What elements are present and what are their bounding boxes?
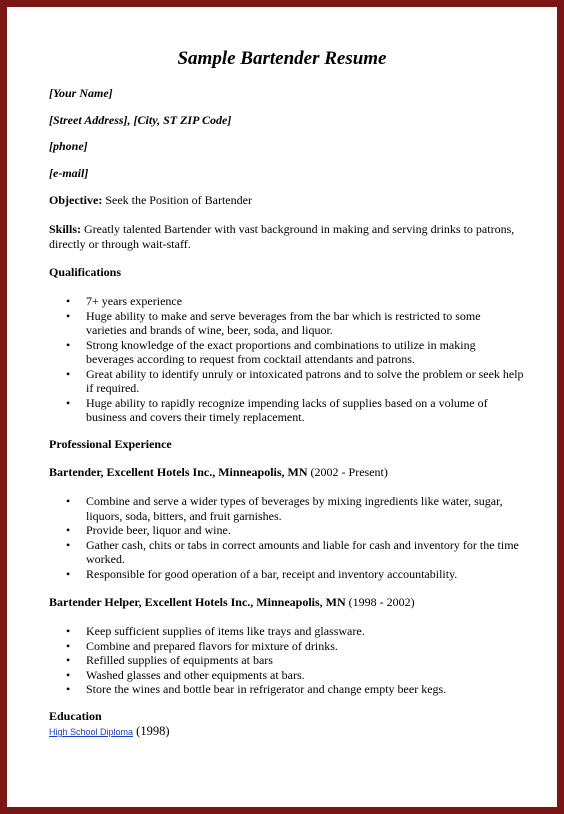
bullet-icon: • xyxy=(66,624,71,638)
bullet-icon: • xyxy=(66,667,71,682)
list-item: • Store the wines and bottle bear in refrigerator and change empty beer kegs. xyxy=(66,682,447,696)
contact-phone: [phone] xyxy=(49,139,88,153)
job-1-title: Bartender, Excellent Hotels Inc., Minneapolis, MN xyxy=(49,465,308,479)
list-item: • Combine and serve a wider types of beverages by mixing ingredients like water, sugar, liquors, soda, bitters, and fruit garnishes. xyxy=(66,494,503,523)
bullet-icon: • xyxy=(66,638,71,653)
job-2-dates: (1998 - 2002) xyxy=(345,595,415,609)
bullet-icon: • xyxy=(66,308,71,323)
list-item: • Responsible for good operation of a bar, receipt and inventory accountability. xyxy=(66,566,458,581)
education-entry xyxy=(49,724,170,740)
bullet-icon: • xyxy=(66,653,71,667)
bullet-icon: • xyxy=(66,682,71,696)
list-item: • Provide beer, liquor and wine. xyxy=(66,523,231,537)
list-item: • Strong knowledge of the exact proportions and combinations to utilize in making beverages according to request from cocktail attendants and patrons. xyxy=(66,337,476,366)
qualifications-list xyxy=(49,294,524,425)
bullet-icon: • xyxy=(66,337,71,352)
list-item: • Huge ability to make and serve beverages from the bar which is restricted to some varieties and brands of wine, beer, soda, and liquor. xyxy=(66,308,481,337)
list-item: • Refilled supplies of equipments at bars xyxy=(66,653,273,667)
contact-name: [Your Name] xyxy=(49,86,113,100)
bullet-icon: • xyxy=(66,395,71,410)
job-2-title: Bartender Helper, Excellent Hotels Inc., Minneapolis, MN xyxy=(49,595,346,609)
job-2-header xyxy=(49,595,524,610)
list-item: • Gather cash, chits or tabs in correct amounts and liable for cash and inventory for the time worked. xyxy=(66,537,519,566)
list-item: • Great ability to identify unruly or intoxicated patrons and to solve the problem or seek help if required. xyxy=(66,366,524,395)
list-item: • Huge ability to rapidly recognize impending lacks of supplies based on a volume of business and covers their timely replacement. xyxy=(66,395,488,424)
bullet-icon: • xyxy=(66,566,71,581)
education-year: (1998) xyxy=(133,724,170,738)
job-1-duties-list xyxy=(49,494,524,581)
list-item: • Washed glasses and other equipments at bars. xyxy=(66,667,305,682)
job-2-duties-list xyxy=(49,624,524,697)
bullet-icon: • xyxy=(66,294,71,308)
contact-address: [Street Address], [City, ST ZIP Code] xyxy=(49,113,232,127)
objective-label: Objective: xyxy=(49,193,103,207)
experience-heading: Professional Experience xyxy=(49,437,172,451)
job-1-header xyxy=(49,465,524,480)
bullet-icon: • xyxy=(66,523,71,537)
qualifications-heading: Qualifications xyxy=(49,265,122,279)
bullet-icon: • xyxy=(66,494,71,508)
skills-label: Skills: xyxy=(49,222,82,236)
bullet-icon: • xyxy=(66,366,71,381)
list-item: • Keep sufficient supplies of items like trays and glassware. xyxy=(66,624,365,638)
bullet-icon: • xyxy=(66,537,71,552)
objective-text: Seek the Position of Bartender xyxy=(102,193,252,207)
objective-section xyxy=(49,193,524,208)
education-heading: Education xyxy=(49,709,102,723)
list-item: • Combine and prepared flavors for mixture of drinks. xyxy=(66,638,338,653)
job-1-dates: (2002 - Present) xyxy=(307,465,388,479)
skills-section xyxy=(49,222,524,251)
resume-title: Sample Bartender Resume xyxy=(177,48,387,69)
skills-text: Greatly talented Bartender with vast background in making and serving drinks to patrons, directly or through wait-staff. xyxy=(49,222,515,251)
list-item: • 7+ years experience xyxy=(66,294,183,308)
degree-link[interactable]: High School Diploma xyxy=(49,727,134,737)
contact-email: [e-mail] xyxy=(49,166,89,180)
